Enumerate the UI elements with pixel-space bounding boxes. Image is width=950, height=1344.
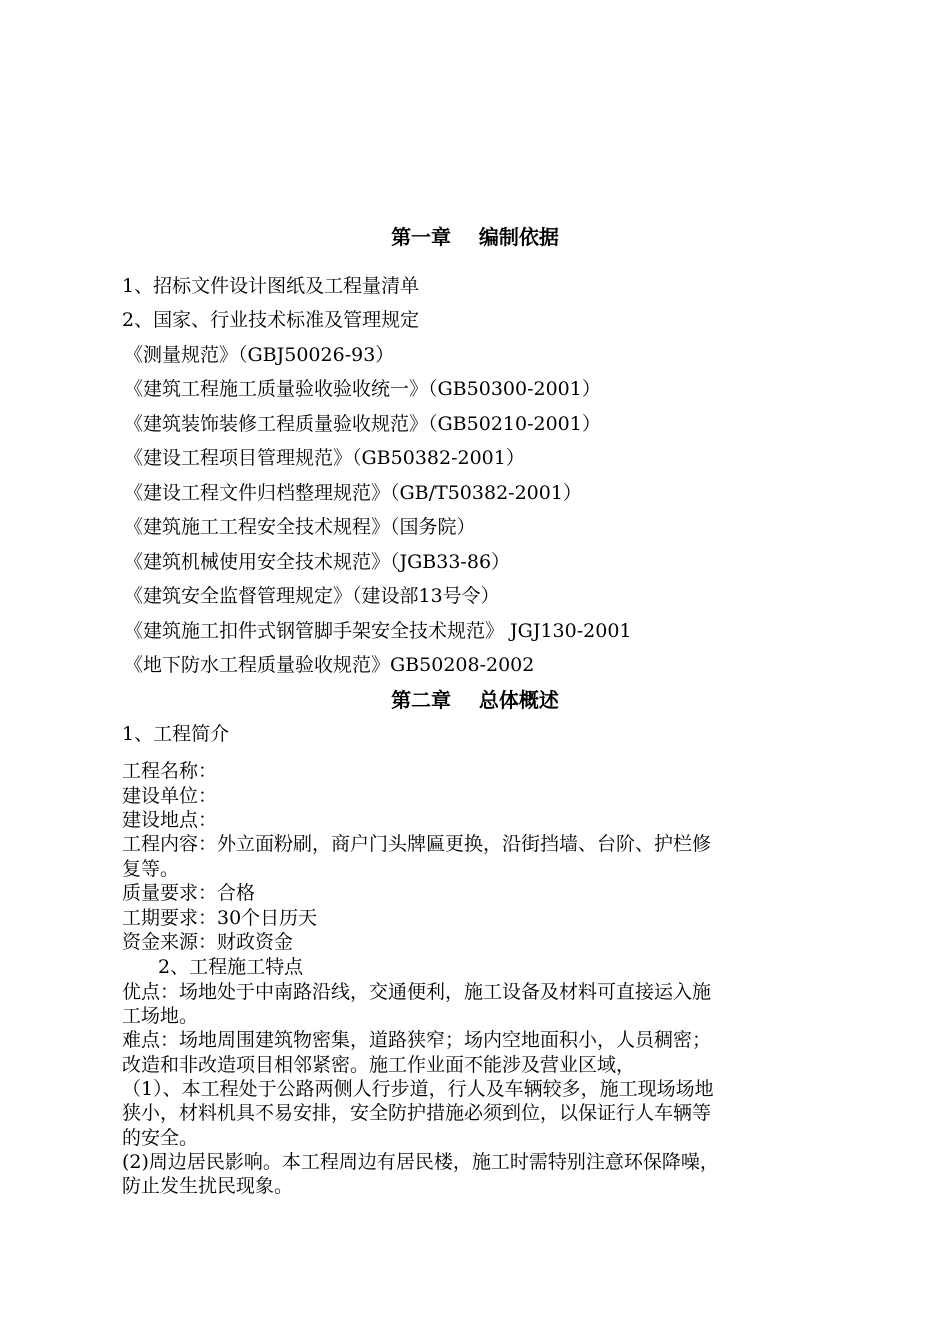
reference-item: 《建筑机械使用安全技术规范》（JGB33-86） — [124, 551, 511, 573]
section1-title: 1、工程简介 — [122, 723, 230, 745]
project-name-label: 工程名称： — [122, 760, 218, 782]
difficulty-line: 难点：场地周围建筑物密集，道路狭窄；场内空地面积小，人员稠密； — [122, 1029, 712, 1051]
basis-item-2: 2、国家、行业技术标准及管理规定 — [122, 309, 420, 331]
chapter2-heading: 第二章 总体概述 — [391, 688, 559, 712]
point1-line: 狭小，材料机具不易安排，安全防护措施必须到位，以保证行人车辆等 — [122, 1102, 712, 1124]
reference-item: 《建筑施工工程安全技术规程》（国务院） — [124, 516, 476, 538]
difficulty-line: 改造和非改造项目相邻紧密。施工作业面不能涉及营业区域， — [122, 1054, 636, 1076]
chapter1-heading: 第一章 编制依据 — [391, 225, 559, 249]
point2-line: (2)周边居民影响。本工程周边有居民楼，施工时需特别注意环保降噪， — [122, 1151, 719, 1173]
quality-requirement: 质量要求：合格 — [122, 882, 256, 904]
section2-title: 2、工程施工特点 — [158, 956, 304, 978]
point2-line: 防止发生扰民现象。 — [122, 1175, 294, 1197]
reference-item: 《建筑工程施工质量验收验收统一》（GB50300-2001） — [124, 378, 601, 400]
reference-item: 《建设工程文件归档整理规范》（GB/T50382-2001） — [124, 482, 582, 504]
location-label: 建设地点： — [122, 809, 218, 831]
reference-item: 《建筑施工扣件式钢管脚手架安全技术规范》 JGJ130-2001 — [124, 620, 632, 642]
funding-source: 资金来源：财政资金 — [122, 931, 294, 953]
reference-item: 《建筑安全监督管理规定》（建设部13号令） — [124, 585, 500, 607]
duration-requirement: 工期要求：30个日历天 — [122, 907, 318, 929]
project-content-line: 工程内容：外立面粉刷，商户门头牌匾更换，沿街挡墙、台阶、护栏修 — [122, 833, 712, 855]
reference-item: 《测量规范》（GBJ50026-93） — [124, 344, 395, 366]
advantage-line: 工场地。 — [122, 1005, 199, 1027]
reference-item: 《建设工程项目管理规范》（GB50382-2001） — [124, 447, 525, 469]
advantage-line: 优点：场地处于中南路沿线，交通便利，施工设备及材料可直接运入施 — [122, 981, 712, 1003]
basis-item-1: 1、招标文件设计图纸及工程量清单 — [122, 275, 420, 297]
reference-item: 《建筑装饰装修工程质量验收规范》（GB50210-2001） — [124, 413, 601, 435]
reference-item: 《地下防水工程质量验收规范》GB50208-2002 — [124, 654, 535, 676]
project-content-line: 复等。 — [122, 858, 180, 880]
point1-line: 的安全。 — [122, 1127, 199, 1149]
point1-line: （1）、本工程处于公路两侧人行步道，行人及车辆较多，施工现场场地 — [122, 1078, 714, 1100]
owner-label: 建设单位： — [122, 785, 218, 807]
